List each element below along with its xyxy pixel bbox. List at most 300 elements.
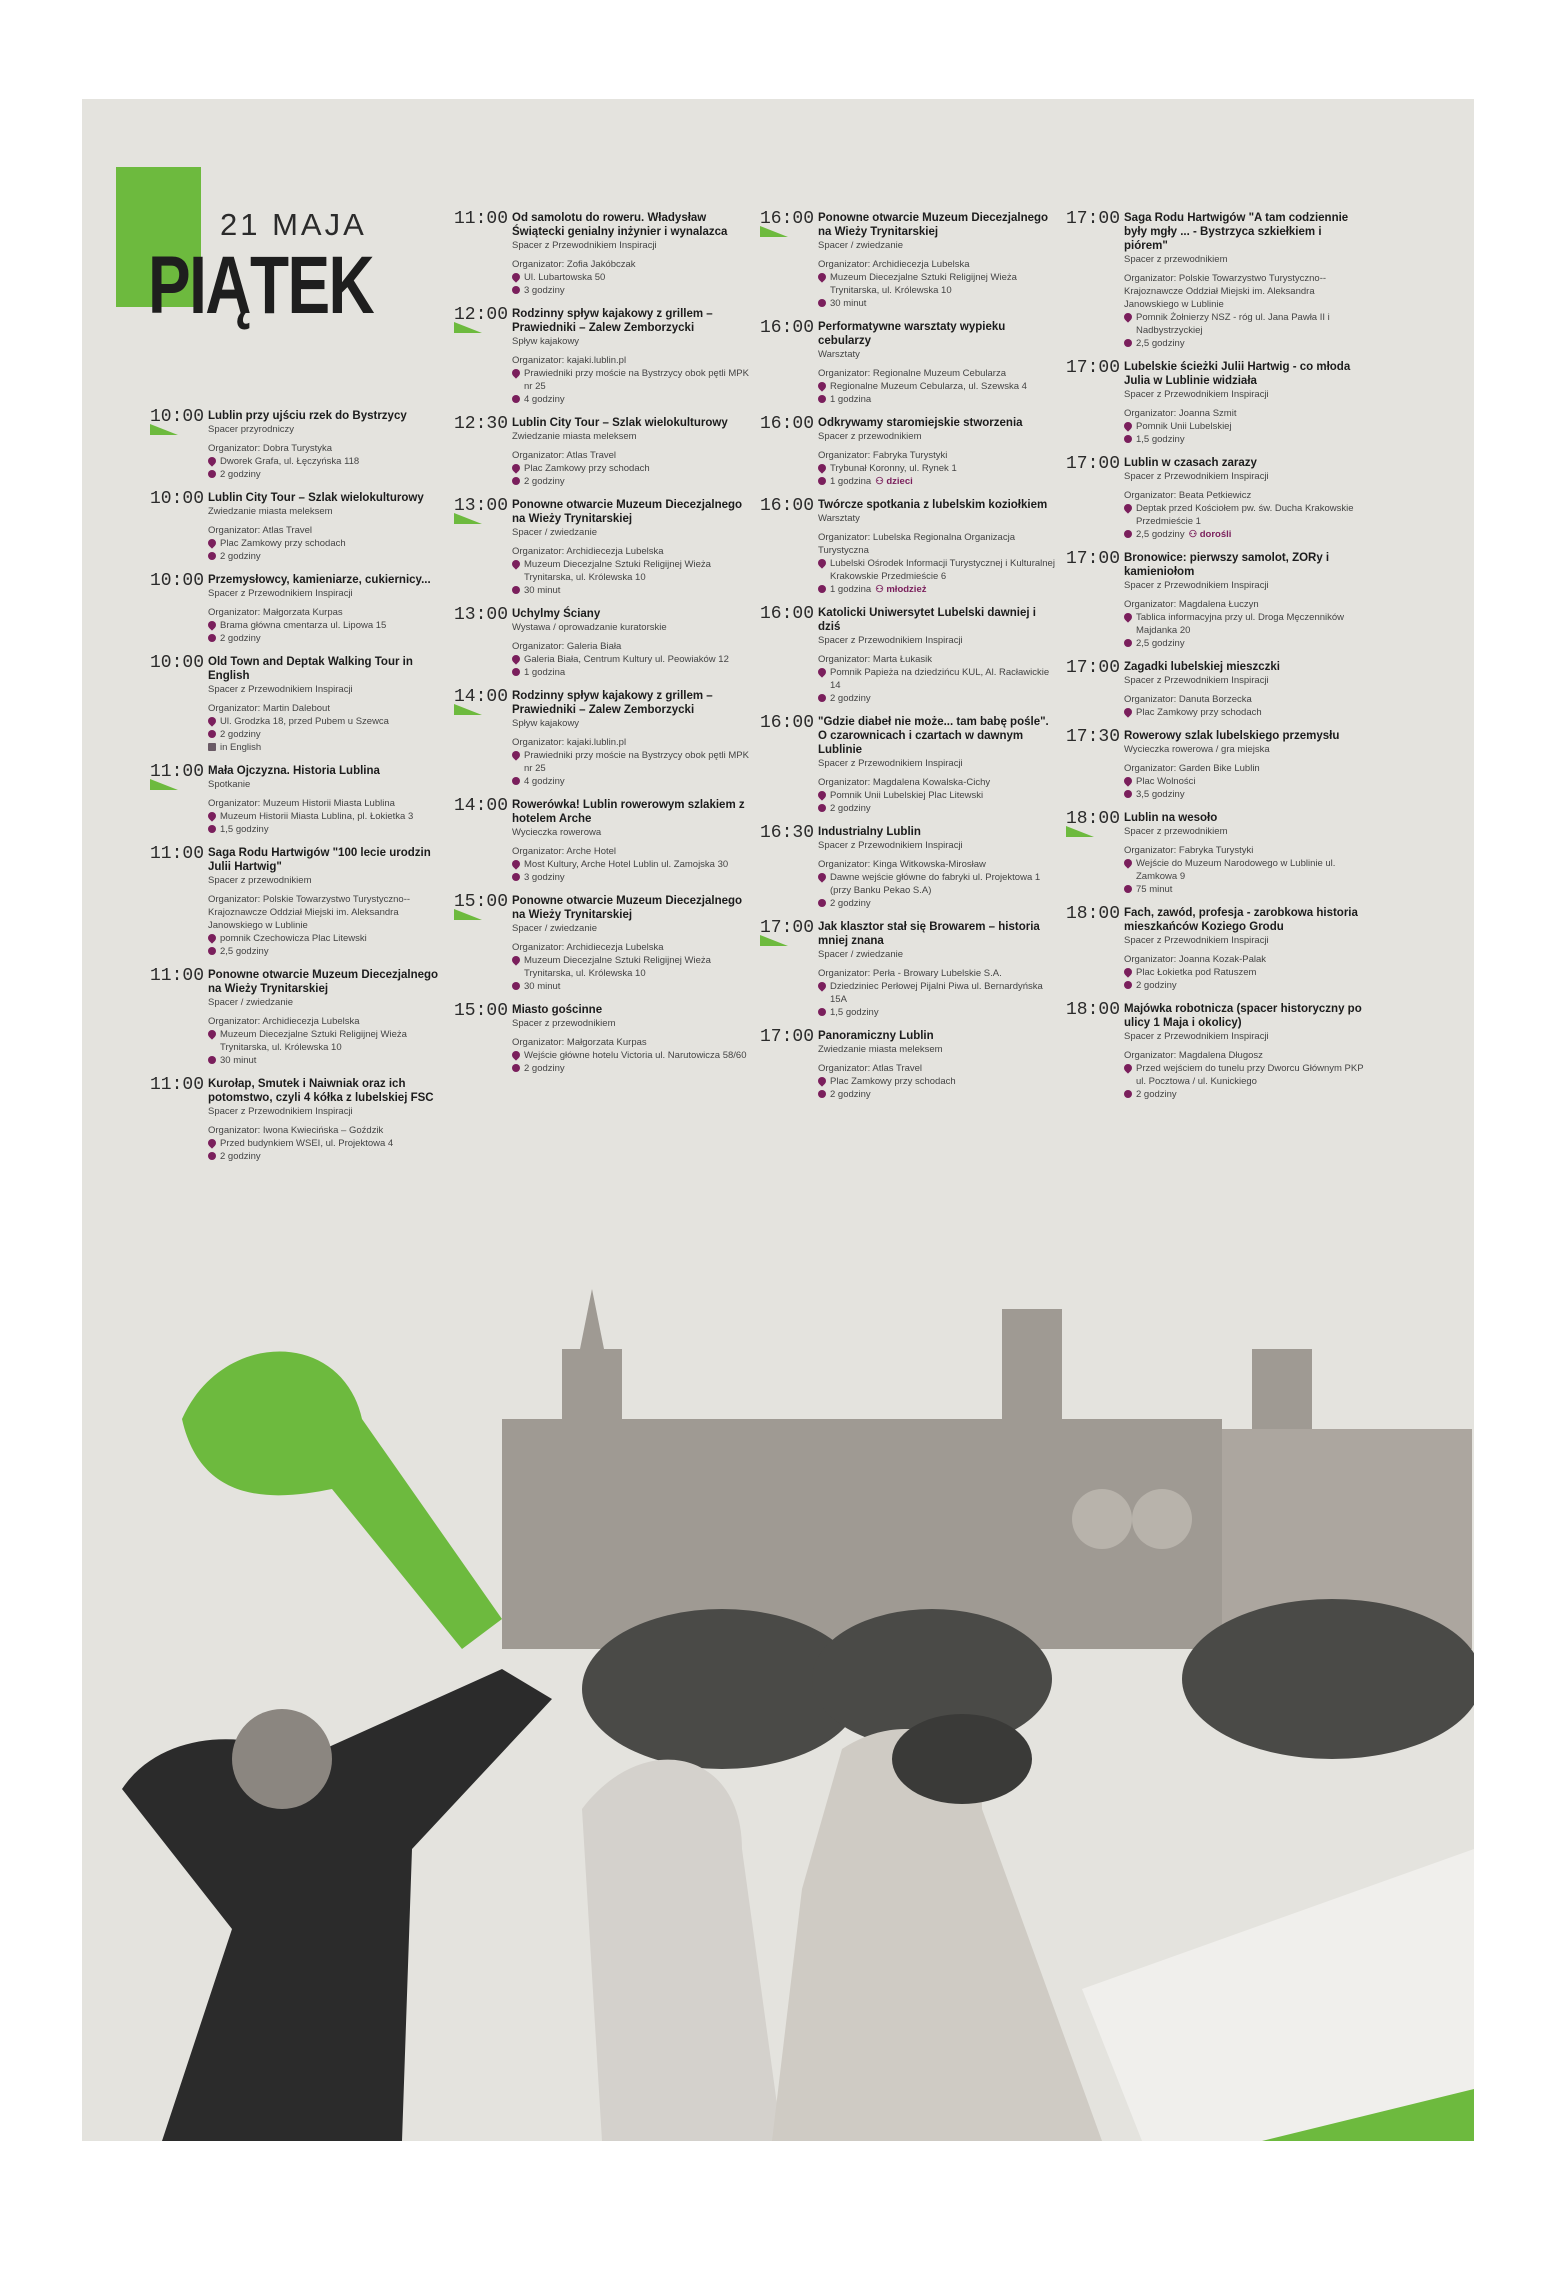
event-time: 16:00 xyxy=(760,713,815,733)
event-duration xyxy=(1124,1088,1366,1101)
event-item xyxy=(454,894,754,993)
duration-text: 2 godziny xyxy=(220,469,261,480)
event-type: Spacer z przewodnikiem xyxy=(512,1018,616,1029)
event-item xyxy=(1066,660,1366,719)
location-pin-icon xyxy=(1122,966,1133,977)
event-location xyxy=(208,932,450,945)
clock-icon xyxy=(818,694,826,702)
event-location xyxy=(512,367,754,393)
event-location xyxy=(818,980,1060,1006)
event-duration xyxy=(818,1006,1060,1019)
clock-icon xyxy=(512,982,520,990)
event-organizer: Organizator: Atlas Travel xyxy=(208,525,313,536)
event-organizer: Organizator: Joanna Szmit xyxy=(1124,408,1237,419)
event-location xyxy=(208,455,450,468)
location-pin-icon xyxy=(510,1049,521,1060)
event-duration xyxy=(818,297,1060,310)
event-duration xyxy=(818,1088,1060,1101)
event-language xyxy=(208,741,450,754)
event-item xyxy=(454,307,754,406)
event-item xyxy=(760,211,1060,310)
event-type: Spotkanie xyxy=(208,779,251,790)
location-text: Plac Łokietka pod Ratuszem xyxy=(1136,967,1257,978)
event-type: Zwiedzanie miasta meleksem xyxy=(818,1044,943,1055)
clock-icon xyxy=(1124,790,1132,798)
location-pin-icon xyxy=(816,380,827,391)
event-title: "Gdzie diabeł nie może... tam babę pośle". O czarownicach i czartach w dawnym Lublinie xyxy=(818,716,1049,756)
event-location xyxy=(1124,966,1366,979)
clock-icon xyxy=(208,634,216,642)
event-type: Spacer z Przewodnikiem Inspiracji xyxy=(1124,935,1269,946)
event-duration xyxy=(1124,337,1366,350)
location-pin-icon xyxy=(816,557,827,568)
location-text: Muzeum Historii Miasta Lublina, pl. Łokietka 3 xyxy=(220,811,414,822)
event-organizer: Organizator: Fabryka Turystyki xyxy=(1124,845,1254,856)
event-time: 12:30 xyxy=(454,414,509,434)
event-type: Warsztaty xyxy=(818,349,860,360)
event-organizer: Organizator: Małgorzata Kurpas xyxy=(208,607,343,618)
location-pin-icon xyxy=(816,271,827,282)
duration-text: 1 godzina xyxy=(830,476,872,487)
location-text: Przed budynkiem WSEI, ul. Projektowa 4 xyxy=(220,1138,394,1149)
location-text: Pomnik Żołnierzy NSZ - róg ul. Jana Pawła II i Nadbystrzyckiej xyxy=(1136,312,1330,336)
duration-text: 2 godziny xyxy=(830,898,871,909)
event-location xyxy=(208,715,450,728)
clock-icon xyxy=(1124,981,1132,989)
location-text: Plac Zamkowy przy schodach xyxy=(524,463,650,474)
event-organizer: Organizator: Martin Dalebout xyxy=(208,703,330,714)
event-title: Rowerówka! Lublin rowerowym szlakiem z hotelem Arche xyxy=(512,799,745,825)
clock-icon xyxy=(818,395,826,403)
duration-text: 4 godziny xyxy=(524,776,565,787)
event-item xyxy=(150,409,450,481)
duration-text: 2 godziny xyxy=(220,729,261,740)
location-text: Wejście główne hotelu Victoria ul. Narutowicza 58/60 xyxy=(524,1050,747,1061)
event-title: Performatywne warsztaty wypieku cebularzy xyxy=(818,321,1006,347)
event-organizer: Organizator: Marta Łukasik xyxy=(818,654,933,665)
location-text: Pomnik Papieża na dziedzińcu KUL, Al. Racławickie 14 xyxy=(830,667,1050,691)
duration-text: 2,5 godziny xyxy=(1136,338,1185,349)
event-duration xyxy=(818,802,1060,815)
event-duration xyxy=(1124,637,1366,650)
location-text: Prawiedniki przy moście na Bystrzycy obok pętli MPK nr 25 xyxy=(524,368,749,392)
location-text: Plac Zamkowy przy schodach xyxy=(220,538,346,549)
event-location xyxy=(208,619,450,632)
event-organizer: Organizator: Dobra Turystyka xyxy=(208,443,333,454)
location-text: Trybunał Koronny, ul. Rynek 1 xyxy=(830,463,957,474)
location-pin-icon xyxy=(510,954,521,965)
event-title: Rodzinny spływ kajakowy z grillem – Prawiedniki – Zalew Zemborzycki xyxy=(512,690,713,716)
schedule-column-2 xyxy=(454,211,754,1085)
duration-text: 2,5 godziny xyxy=(220,946,269,957)
event-type: Spacer z Przewodnikiem Inspiracji xyxy=(1124,389,1269,400)
event-organizer: Organizator: Małgorzata Kurpas xyxy=(512,1037,647,1048)
event-duration xyxy=(208,632,450,645)
duration-text: 30 minut xyxy=(524,585,561,596)
clock-icon xyxy=(512,477,520,485)
duration-text: 2,5 godziny xyxy=(1136,529,1185,540)
event-title: Old Town and Deptak Walking Tour in English xyxy=(208,656,413,682)
clock-icon xyxy=(1124,1090,1132,1098)
event-location xyxy=(512,954,754,980)
clock-icon xyxy=(818,585,826,593)
location-text: Most Kultury, Arche Hotel Lublin ul. Zamojska 30 xyxy=(524,859,729,870)
event-organizer: Organizator: Magdalena Łuczyn xyxy=(1124,599,1259,610)
duration-text: 3 godziny xyxy=(524,872,565,883)
event-duration xyxy=(818,475,1060,488)
event-duration xyxy=(512,393,754,406)
event-type: Wystawa / oprowadzanie kuratorskie xyxy=(512,622,667,633)
event-location xyxy=(208,537,450,550)
event-location xyxy=(512,1049,754,1062)
duration-text: 1,5 godziny xyxy=(220,824,269,835)
event-location xyxy=(818,271,1060,297)
event-item xyxy=(1066,360,1366,446)
event-item xyxy=(1066,456,1366,541)
event-time: 15:00 xyxy=(454,1001,509,1021)
event-type: Spacer / zwiedzanie xyxy=(818,949,904,960)
event-item xyxy=(760,920,1060,1019)
event-location xyxy=(1124,775,1366,788)
location-pin-icon xyxy=(816,980,827,991)
duration-text: 2 godziny xyxy=(1136,980,1177,991)
day-title: PIĄTEK xyxy=(148,240,374,331)
event-duration xyxy=(818,583,1060,596)
event-organizer: Organizator: Danuta Borzecka xyxy=(1124,694,1252,705)
event-organizer: Organizator: Atlas Travel xyxy=(512,450,617,461)
event-title: Katolicki Uniwersytet Lubelski dawniej i dziś xyxy=(818,607,1036,633)
event-title: Od samolotu do roweru. Władysław Świątecki genialny inżynier i wynalazca xyxy=(512,212,728,238)
event-duration xyxy=(512,775,754,788)
event-title: Industrialny Lublin xyxy=(818,826,921,838)
clock-icon xyxy=(512,668,520,676)
location-text: Przed wejściem do tunelu przy Dworcu Głównym PKP ul. Pocztowa / ul. Kunickiego xyxy=(1136,1063,1364,1087)
event-type: Spacer z Przewodnikiem Inspiracji xyxy=(818,840,963,851)
event-time: 16:00 xyxy=(760,318,815,338)
clock-icon xyxy=(1124,339,1132,347)
event-organizer: Organizator: Archidiecezja Lubelska xyxy=(512,942,664,953)
event-title: Majówka robotnicza (spacer historyczny po ulicy 1 Maja i okolicy) xyxy=(1124,1003,1362,1029)
event-item xyxy=(760,416,1060,488)
location-pin-icon xyxy=(816,789,827,800)
event-item xyxy=(454,211,754,297)
event-duration xyxy=(1124,433,1366,446)
event-location xyxy=(1124,857,1366,883)
event-type: Zwiedzanie miasta meleksem xyxy=(512,431,637,442)
event-type: Wycieczka rowerowa / gra miejska xyxy=(1124,744,1270,755)
event-time: 17:00 xyxy=(1066,209,1121,229)
clock-icon xyxy=(512,777,520,785)
event-title: Fach, zawód, profesja - zarobkowa historia mieszkańców Koziego Grodu xyxy=(1124,907,1358,933)
event-title: Lublin przy ujściu rzek do Bystrzycy xyxy=(208,410,407,422)
event-organizer: Organizator: Magdalena Długosz xyxy=(1124,1050,1263,1061)
event-type: Spacer / zwiedzanie xyxy=(512,923,598,934)
event-location xyxy=(818,557,1060,583)
clock-icon xyxy=(208,552,216,560)
event-time: 13:00 xyxy=(454,605,509,625)
event-title: Rowerowy szlak lubelskiego przemysłu xyxy=(1124,730,1340,742)
location-text: Plac Wolności xyxy=(1136,776,1196,787)
event-title: Twórcze spotkania z lubelskim koziołkiem xyxy=(818,499,1048,511)
event-title: Rodzinny spływ kajakowy z grillem – Prawiedniki – Zalew Zemborzycki xyxy=(512,308,713,334)
event-type: Spływ kajakowy xyxy=(512,718,580,729)
clock-icon xyxy=(208,1056,216,1064)
location-text: Ul. Grodzka 18, przed Pubem u Szewca xyxy=(220,716,389,727)
event-location xyxy=(1124,502,1366,528)
event-organizer: Organizator: Beata Petkiewicz xyxy=(1124,490,1252,501)
event-duration xyxy=(1124,883,1366,896)
event-title: Bronowice: pierwszy samolot, ZORy i kamieniołom xyxy=(1124,552,1330,578)
event-time: 16:00 xyxy=(760,604,815,624)
event-duration xyxy=(512,871,754,884)
event-title: Zagadki lubelskiej mieszczki xyxy=(1124,661,1280,673)
duration-text: 2 godziny xyxy=(220,1151,261,1162)
location-pin-icon xyxy=(1122,706,1133,717)
event-time: 16:00 xyxy=(760,414,815,434)
location-text: Galeria Biała, Centrum Kultury ul. Peowiaków 12 xyxy=(524,654,729,665)
event-type: Spacer z Przewodnikiem Inspiracji xyxy=(208,588,353,599)
event-time: 11:00 xyxy=(150,762,205,782)
event-item xyxy=(454,607,754,679)
clock-icon xyxy=(1124,530,1132,538)
event-time: 13:00 xyxy=(454,496,509,516)
duration-text: 1 godzina xyxy=(524,667,566,678)
event-location xyxy=(1124,1062,1366,1088)
event-duration xyxy=(512,666,754,679)
location-pin-icon xyxy=(1122,857,1133,868)
event-item xyxy=(454,798,754,884)
clock-icon xyxy=(208,470,216,478)
event-duration xyxy=(1124,788,1366,801)
event-item xyxy=(1066,551,1366,650)
event-title: Odkrywamy staromiejskie stworzenia xyxy=(818,417,1023,429)
event-duration xyxy=(512,584,754,597)
date-heading: 21 MAJA xyxy=(220,207,367,242)
event-title: Jak klasztor stał się Browarem – historia mniej znana xyxy=(818,921,1040,947)
event-time: 15:00 xyxy=(454,892,509,912)
clock-icon xyxy=(512,1064,520,1072)
location-pin-icon xyxy=(1122,1062,1133,1073)
location-pin-icon xyxy=(206,1137,217,1148)
event-type: Warsztaty xyxy=(818,513,860,524)
duration-text: 4 godziny xyxy=(524,394,565,405)
event-type: Spacer z Przewodnikiem Inspiracji xyxy=(818,758,963,769)
event-time: 16:00 xyxy=(760,496,815,516)
event-time: 18:00 xyxy=(1066,1000,1121,1020)
location-pin-icon xyxy=(1122,311,1133,322)
audience-label: ⚇ dzieci xyxy=(875,476,913,487)
event-type: Spacer z Przewodnikiem Inspiracji xyxy=(1124,580,1269,591)
location-pin-icon xyxy=(1122,775,1133,786)
event-time: 17:00 xyxy=(1066,454,1121,474)
event-duration xyxy=(208,468,450,481)
event-organizer: Organizator: Kinga Witkowska-Mirosław xyxy=(818,859,986,870)
duration-text: 30 minut xyxy=(830,298,867,309)
event-time: 10:00 xyxy=(150,571,205,591)
location-text: Lubelski Ośrodek Informacji Turystycznej i Kulturalnej Krakowskie Przedmieście 6 xyxy=(830,558,1055,582)
event-title: Saga Rodu Hartwigów "100 lecie urodzin Julii Hartwig" xyxy=(208,847,431,873)
event-time: 17:00 xyxy=(1066,658,1121,678)
event-organizer: Organizator: Polskie Towarzystwo Turystyczno--Krajoznawcze Oddział Miejski im. Aleksandra Janowskiego w Lublinie xyxy=(1124,273,1327,310)
clock-icon xyxy=(512,395,520,403)
event-location xyxy=(1124,706,1366,719)
lublin-collage-illustration xyxy=(82,1289,1474,2141)
clock-icon xyxy=(512,873,520,881)
event-title: Ponowne otwarcie Muzeum Diecezjalnego na Wieży Trynitarskiej xyxy=(208,969,439,995)
clock-icon xyxy=(512,586,520,594)
clock-icon xyxy=(818,1008,826,1016)
event-title: Lublin City Tour – Szlak wielokulturowy xyxy=(208,492,424,504)
event-duration xyxy=(208,945,450,958)
location-text: Plac Zamkowy przy schodach xyxy=(1136,707,1262,718)
event-time: 17:00 xyxy=(760,918,815,938)
clock-icon xyxy=(818,899,826,907)
event-time: 17:00 xyxy=(1066,358,1121,378)
event-type: Spacer z przewodnikiem xyxy=(208,875,312,886)
location-pin-icon xyxy=(206,810,217,821)
schedule-column-4 xyxy=(1066,211,1366,1111)
duration-text: 2 godziny xyxy=(1136,1089,1177,1100)
duration-text: 30 minut xyxy=(524,981,561,992)
schedule-column-3 xyxy=(760,211,1060,1111)
event-location xyxy=(512,558,754,584)
location-pin-icon xyxy=(510,558,521,569)
location-pin-icon xyxy=(816,1075,827,1086)
location-pin-icon xyxy=(510,462,521,473)
event-item xyxy=(1066,1002,1366,1101)
event-type: Spływ kajakowy xyxy=(512,336,580,347)
duration-text: 2,5 godziny xyxy=(1136,638,1185,649)
location-text: Regionalne Muzeum Cebularza, ul. Szewska 4 xyxy=(830,381,1027,392)
event-location xyxy=(512,271,754,284)
event-location xyxy=(818,380,1060,393)
event-title: Saga Rodu Hartwigów "A tam codziennie były mgły ... - Bystrzyca szkiełkiem i piórem" xyxy=(1124,212,1349,252)
event-time: 11:00 xyxy=(150,1075,205,1095)
event-time: 18:00 xyxy=(1066,904,1121,924)
event-item xyxy=(760,320,1060,406)
duration-text: 2 godziny xyxy=(830,803,871,814)
event-time: 10:00 xyxy=(150,653,205,673)
location-pin-icon xyxy=(510,367,521,378)
event-time: 17:00 xyxy=(1066,549,1121,569)
location-text: Dworek Grafa, ul. Łęczyńska 118 xyxy=(220,456,360,467)
location-pin-icon xyxy=(206,619,217,630)
event-duration xyxy=(818,393,1060,406)
location-text: Muzeum Diecezjalne Sztuki Religijnej Wieża Trynitarska, ul. Królewska 10 xyxy=(524,955,711,979)
event-type: Zwiedzanie miasta meleksem xyxy=(208,506,333,517)
duration-text: 2 godziny xyxy=(220,551,261,562)
clock-icon xyxy=(818,804,826,812)
event-location xyxy=(818,871,1060,897)
event-type: Spacer z Przewodnikiem Inspiracji xyxy=(208,1106,353,1117)
event-duration xyxy=(208,823,450,836)
event-item xyxy=(760,498,1060,596)
event-duration xyxy=(208,1150,450,1163)
location-text: Muzeum Diecezjalne Sztuki Religijnej Wieża Trynitarska, ul. Królewska 10 xyxy=(220,1029,407,1053)
location-pin-icon xyxy=(510,653,521,664)
clock-icon xyxy=(208,947,216,955)
event-location xyxy=(208,1137,450,1150)
event-type: Spacer / zwiedzanie xyxy=(512,527,598,538)
event-location xyxy=(512,749,754,775)
event-location xyxy=(512,653,754,666)
event-organizer: Organizator: Perła - Browary Lubelskie S.A. xyxy=(818,968,1002,979)
event-location xyxy=(208,810,450,823)
flag-icon xyxy=(208,743,216,751)
event-title: Miasto gościnne xyxy=(512,1004,603,1016)
event-organizer: Organizator: Iwona Kwiecińska – Goździk xyxy=(208,1125,384,1136)
poster xyxy=(82,99,1474,2141)
event-organizer: Organizator: Archidiecezja Lubelska xyxy=(512,546,664,557)
event-item xyxy=(1066,211,1366,350)
event-type: Spacer z Przewodnikiem Inspiracji xyxy=(818,635,963,646)
event-title: Mała Ojczyzna. Historia Lublina xyxy=(208,765,380,777)
clock-icon xyxy=(208,1152,216,1160)
event-duration xyxy=(512,1062,754,1075)
event-time: 17:30 xyxy=(1066,727,1121,747)
event-organizer: Organizator: kajaki.lublin.pl xyxy=(512,355,627,366)
event-item xyxy=(454,689,754,788)
location-text: Deptak przed Kościołem pw. św. Ducha Krakowskie Przedmieście 1 xyxy=(1136,503,1354,527)
event-location xyxy=(512,462,754,475)
event-organizer: Organizator: kajaki.lublin.pl xyxy=(512,737,627,748)
location-text: Ul. Lubartowska 50 xyxy=(524,272,606,283)
event-time: 16:30 xyxy=(760,823,815,843)
clock-icon xyxy=(208,730,216,738)
event-item xyxy=(760,606,1060,705)
duration-text: 2 godziny xyxy=(220,633,261,644)
event-organizer: Organizator: Zofia Jakóbczak xyxy=(512,259,636,270)
event-organizer: Organizator: Galeria Biała xyxy=(512,641,622,652)
location-text: Pomnik Unii Lubelskiej Plac Litewski xyxy=(830,790,984,801)
event-location xyxy=(818,1075,1060,1088)
location-text: Prawiedniki przy moście na Bystrzycy obok pętli MPK nr 25 xyxy=(524,750,749,774)
event-item xyxy=(150,573,450,645)
location-pin-icon xyxy=(1122,502,1133,513)
event-title: Kurołap, Smutek i Naiwniak oraz ich potomstwo, czyli 4 kółka z lubelskiej FSC xyxy=(208,1078,434,1104)
event-time: 18:00 xyxy=(1066,809,1121,829)
event-item xyxy=(454,416,754,488)
clock-icon xyxy=(818,1090,826,1098)
event-type: Spacer z przewodnikiem xyxy=(1124,826,1228,837)
event-type: Spacer z przewodnikiem xyxy=(1124,254,1228,265)
event-time: 10:00 xyxy=(150,489,205,509)
event-time: 17:00 xyxy=(760,1027,815,1047)
location-text: pomnik Czechowicza Plac Litewski xyxy=(220,933,367,944)
event-organizer: Organizator: Archidiecezja Lubelska xyxy=(818,259,970,270)
event-duration xyxy=(512,980,754,993)
event-duration xyxy=(1124,979,1366,992)
location-pin-icon xyxy=(206,1028,217,1039)
event-type: Spacer przyrodniczy xyxy=(208,424,295,435)
event-item xyxy=(1066,906,1366,992)
duration-text: 2 godziny xyxy=(830,693,871,704)
event-organizer: Organizator: Polskie Towarzystwo Turystyczno--Krajoznawcze Oddział Miejski im. Aleksandra Janowskiego w Lublinie xyxy=(208,894,411,931)
clock-icon xyxy=(818,477,826,485)
event-time: 11:00 xyxy=(150,844,205,864)
duration-text: 2 godziny xyxy=(524,476,565,487)
duration-text: 3,5 godziny xyxy=(1136,789,1185,800)
location-pin-icon xyxy=(206,932,217,943)
event-title: Ponowne otwarcie Muzeum Diecezjalnego na Wieży Trynitarskiej xyxy=(512,499,743,525)
clock-icon xyxy=(1124,435,1132,443)
event-duration xyxy=(1124,528,1366,541)
event-title: Panoramiczny Lublin xyxy=(818,1030,934,1042)
event-organizer: Organizator: Muzeum Historii Miasta Lublina xyxy=(208,798,395,809)
event-duration xyxy=(208,550,450,563)
event-title: Lublin City Tour – Szlak wielokulturowy xyxy=(512,417,728,429)
event-location xyxy=(1124,420,1366,433)
